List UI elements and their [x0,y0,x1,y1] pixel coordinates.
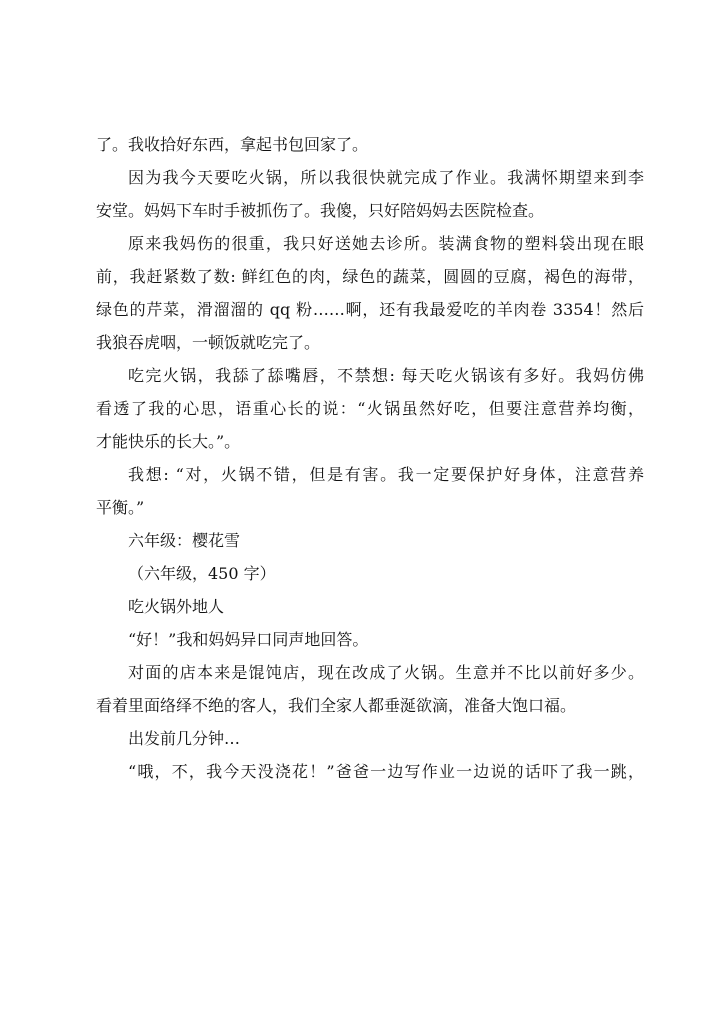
text-line: 我想: “对，火锅不错，但是有害。我一定要保护好身体，注意营养 [128,465,644,484]
text-line: 绿色的芹菜，滑溜溜的 qq 粉……啊，还有我最爱吃的羊肉卷 3354！然后 [96,300,644,319]
text-line: 了。我收拾好东西，拿起书包回家了。 [96,135,369,154]
text-line: （六年级，450 字） [128,564,276,583]
text-line: 对面的店本来是馄饨店，现在改成了火锅。生意并不比以前好多少。 [128,663,644,682]
text-line: 才能快乐的长大。”。 [96,432,241,451]
text-line: 六年级：樱花雪 [128,531,241,550]
text-line: 前，我赶紧数了数: 鲜红色的肉，绿色的蔬菜，圆圆的豆腐，褐色的海带， [96,267,644,286]
text-line: “好！”我和妈妈异口同声地回答。 [128,630,369,649]
text-line: “哦，不，我今天没浇花！”爸爸一边写作业一边说的话吓了我一跳， [128,762,644,781]
document-body [96,128,644,788]
text-line: 看着里面络绎不绝的客人，我们全家人都垂涎欲滴，准备大饱口福。 [96,696,577,715]
text-line: 看透了我的心思，语重心长的说：“火锅虽然好吃，但要注意营养均衡， [96,399,644,418]
text-line: 平衡。” [96,498,145,517]
text-line: 我狼吞虎咽，一顿饭就吃完了。 [96,333,321,352]
text-line: 安堂。妈妈下车时手被抓伤了。我傻，只好陪妈妈去医院检查。 [96,201,545,220]
text-line: 原来我妈伤的很重，我只好送她去诊所。装满食物的塑料袋出现在眼 [128,234,644,253]
text-line: 出发前几分钟… [128,729,241,748]
text-line: 吃完火锅，我舔了舔嘴唇，不禁想: 每天吃火锅该有多好。我妈仿佛 [128,366,644,385]
text-line: 因为我今天要吃火锅，所以我很快就完成了作业。我满怀期望来到李 [128,168,644,187]
text-line: 吃火锅外地人 [128,597,225,616]
